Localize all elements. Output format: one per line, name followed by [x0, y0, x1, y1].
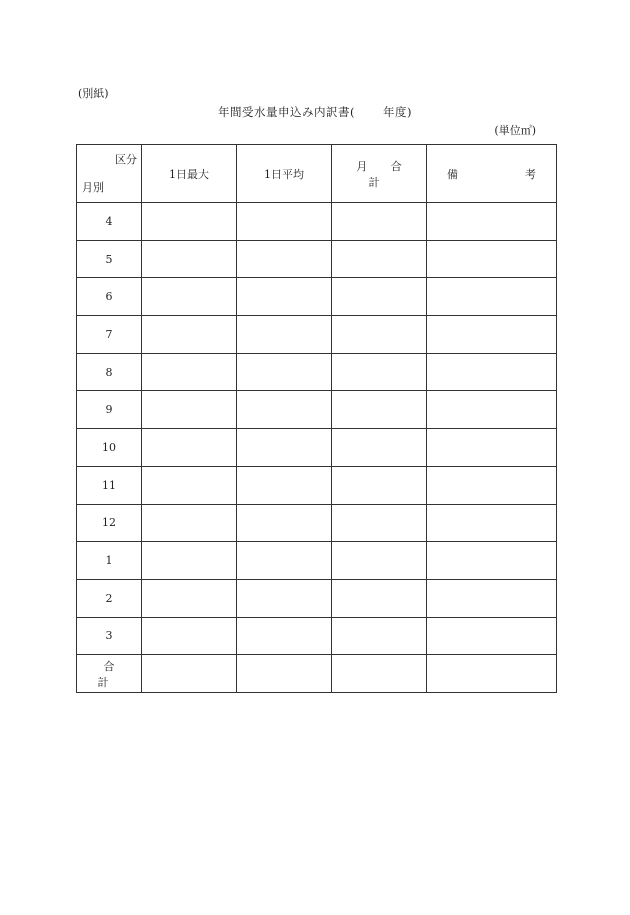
- month-row: [77, 203, 557, 241]
- max-daily-cell[interactable]: [142, 542, 237, 580]
- month-total-cell[interactable]: [332, 391, 427, 429]
- unit-label: (単位㎥): [494, 124, 536, 137]
- month-cell: 5: [77, 240, 142, 278]
- remarks-cell[interactable]: [427, 617, 557, 655]
- remarks-cell[interactable]: [427, 466, 557, 504]
- month-total-cell[interactable]: [332, 466, 427, 504]
- remarks-cell[interactable]: [427, 203, 557, 241]
- max-daily-cell[interactable]: [142, 316, 237, 354]
- avg-daily-cell[interactable]: [237, 353, 332, 391]
- month-row: [77, 391, 557, 429]
- category-label: 区分: [115, 153, 137, 166]
- month-row: [77, 316, 557, 354]
- month-total-cell[interactable]: [332, 579, 427, 617]
- remarks-cell[interactable]: [427, 278, 557, 316]
- total-avg-daily-cell[interactable]: [237, 655, 332, 693]
- avg-daily-cell[interactable]: [237, 203, 332, 241]
- max-daily-cell[interactable]: [142, 504, 237, 542]
- month-total-cell[interactable]: [332, 504, 427, 542]
- header-month-total: [332, 145, 427, 203]
- month-row: [77, 466, 557, 504]
- month-cell: 2: [77, 579, 142, 617]
- month-row: [77, 278, 557, 316]
- month-row: [77, 353, 557, 391]
- month-total-text: 月 合 計: [356, 159, 412, 189]
- avg-daily-cell[interactable]: [237, 466, 332, 504]
- month-cell: 8: [77, 353, 142, 391]
- header-max-daily: 1日最大: [142, 145, 237, 203]
- max-daily-cell[interactable]: [142, 391, 237, 429]
- remarks-cell[interactable]: [427, 316, 557, 354]
- total-row: [77, 655, 557, 693]
- month-cell: 1: [77, 542, 142, 580]
- total-label: 合 計: [97, 659, 127, 689]
- total-max-daily-cell[interactable]: [142, 655, 237, 693]
- month-row: [77, 617, 557, 655]
- avg-daily-cell[interactable]: [237, 617, 332, 655]
- remarks-cell[interactable]: [427, 391, 557, 429]
- header-remarks: [427, 145, 557, 203]
- avg-daily-cell[interactable]: [237, 542, 332, 580]
- month-row: [77, 504, 557, 542]
- month-row: [77, 579, 557, 617]
- month-total-cell[interactable]: [332, 353, 427, 391]
- avg-daily-cell[interactable]: [237, 579, 332, 617]
- month-cell: 6: [77, 278, 142, 316]
- month-row: [77, 542, 557, 580]
- avg-daily-cell[interactable]: [237, 316, 332, 354]
- remarks-cell[interactable]: [427, 240, 557, 278]
- title-main: 年間受水量申込み内訳書(: [218, 105, 355, 119]
- total-remarks-cell[interactable]: [427, 655, 557, 693]
- document-title: [0, 104, 630, 120]
- max-daily-cell[interactable]: [142, 353, 237, 391]
- title-suffix: 年度): [383, 105, 412, 119]
- month-total-cell[interactable]: [332, 203, 427, 241]
- total-month-total-cell[interactable]: [332, 655, 427, 693]
- header-row: [77, 145, 557, 203]
- corner-cell: [77, 145, 142, 203]
- remarks-cell[interactable]: [427, 353, 557, 391]
- month-cell: 3: [77, 617, 142, 655]
- remarks-right: 考: [525, 167, 536, 181]
- remarks-left: 備: [447, 167, 458, 181]
- month-total-cell[interactable]: [332, 617, 427, 655]
- month-cell: 7: [77, 316, 142, 354]
- month-cell: 11: [77, 466, 142, 504]
- avg-daily-cell[interactable]: [237, 278, 332, 316]
- avg-daily-cell[interactable]: [237, 504, 332, 542]
- avg-daily-cell[interactable]: [237, 391, 332, 429]
- max-daily-cell[interactable]: [142, 429, 237, 467]
- total-label-cell: [77, 655, 142, 693]
- remarks-cell[interactable]: [427, 429, 557, 467]
- month-total-cell[interactable]: [332, 316, 427, 354]
- month-cell: 9: [77, 391, 142, 429]
- max-daily-cell[interactable]: [142, 579, 237, 617]
- attachment-label: (別紙): [78, 87, 109, 100]
- month-row: [77, 240, 557, 278]
- remarks-cell[interactable]: [427, 542, 557, 580]
- month-cell: 10: [77, 429, 142, 467]
- remarks-cell[interactable]: [427, 504, 557, 542]
- month-total-cell[interactable]: [332, 429, 427, 467]
- max-daily-cell[interactable]: [142, 466, 237, 504]
- month-cell: 4: [77, 203, 142, 241]
- month-total-cell[interactable]: [332, 240, 427, 278]
- remarks-cell[interactable]: [427, 579, 557, 617]
- breakdown-table: [76, 144, 557, 693]
- avg-daily-cell[interactable]: [237, 429, 332, 467]
- max-daily-cell[interactable]: [142, 240, 237, 278]
- avg-daily-cell[interactable]: [237, 240, 332, 278]
- month-total-cell[interactable]: [332, 278, 427, 316]
- month-total-cell[interactable]: [332, 542, 427, 580]
- max-daily-cell[interactable]: [142, 278, 237, 316]
- month-cell: 12: [77, 504, 142, 542]
- month-row: [77, 429, 557, 467]
- month-label: 月別: [82, 181, 104, 194]
- max-daily-cell[interactable]: [142, 203, 237, 241]
- header-avg-daily: 1日平均: [237, 145, 332, 203]
- max-daily-cell[interactable]: [142, 617, 237, 655]
